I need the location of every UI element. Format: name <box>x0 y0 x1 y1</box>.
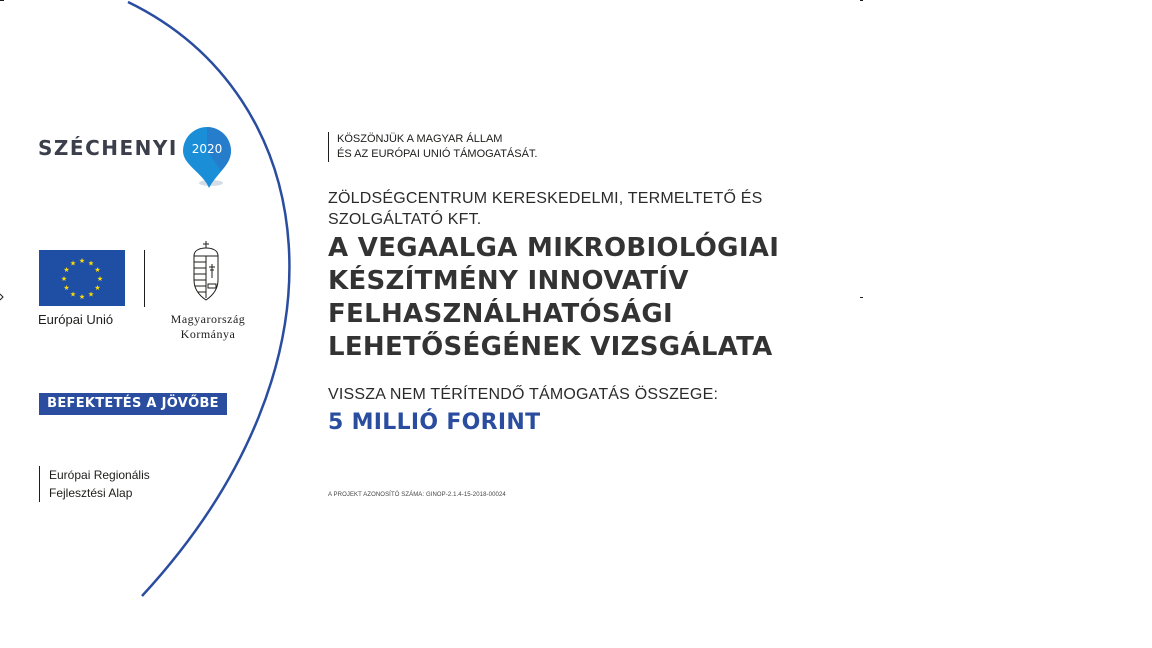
svg-text:★: ★ <box>94 266 101 274</box>
government-label-line1: Magyarország <box>170 312 246 326</box>
government-label <box>156 312 260 342</box>
svg-text:★: ★ <box>78 257 86 265</box>
thanks-note <box>328 132 537 162</box>
svg-text:★: ★ <box>63 266 70 274</box>
project-title-line2: KÉSZÍTMÉNY INNOVATÍV <box>328 266 689 296</box>
szechenyi-logo-text: SZÉCHENYI <box>38 136 178 160</box>
szechenyi-2020-pin-icon <box>181 125 233 191</box>
eu-label: Európai Unió <box>38 312 114 327</box>
investing-in-future-badge: BEFEKTETÉS A JÖVŐBE <box>39 393 227 415</box>
svg-text:★: ★ <box>78 293 86 301</box>
government-label-line2: Kormánya <box>180 327 236 341</box>
svg-text:★: ★ <box>96 275 104 283</box>
thanks-line1: KÖSZÖNJÜK A MAGYAR ÁLLAM <box>337 133 503 145</box>
thanks-line2: ÉS AZ EURÓPAI UNIÓ TÁMOGATÁSÁT. <box>337 148 538 160</box>
szechenyi-year: 2020 <box>191 142 223 156</box>
project-id: A PROJEKT AZONOSÍTÓ SZÁMA: GINOP-2.1.4-15-2018-00024 <box>328 492 506 498</box>
project-title-line4: LEHETŐSÉGÉNEK VIZSGÁLATA <box>328 332 773 362</box>
svg-text:★: ★ <box>94 284 101 292</box>
company-name-line1: ZÖLDSÉGCENTRUM KERESKEDELMI, TERMELTETŐ ÉS <box>328 190 763 207</box>
company-name-line2: SZOLGÁLTATÓ KFT. <box>328 211 482 228</box>
support-label: VISSZA NEM TÉRÍTENDŐ TÁMOGATÁS ÖSSZEGE: <box>328 386 719 403</box>
fund-label-line2: Fejlesztési Alap <box>49 486 133 500</box>
project-title-line1: A VEGAALGA MIKROBIOLÓGIAI <box>328 233 780 263</box>
project-title-line3: FELHASZNÁLHATÓSÁGI <box>328 299 673 329</box>
company-name <box>328 188 763 230</box>
svg-text:★: ★ <box>87 259 95 268</box>
svg-text:★: ★ <box>69 290 77 299</box>
project-title <box>328 232 779 364</box>
svg-text:★: ★ <box>63 284 70 292</box>
svg-text:★: ★ <box>87 290 95 299</box>
logo-divider <box>144 250 145 307</box>
hungarian-coat-of-arms-icon <box>188 240 224 306</box>
svg-text:★: ★ <box>60 275 68 283</box>
eu-flag-icon <box>39 250 125 306</box>
support-amount: 5 MILLIÓ FORINT <box>328 410 541 435</box>
fund-label-line1: Európai Regionális <box>49 468 150 482</box>
svg-text:★: ★ <box>69 259 77 268</box>
fund-label <box>39 466 150 502</box>
